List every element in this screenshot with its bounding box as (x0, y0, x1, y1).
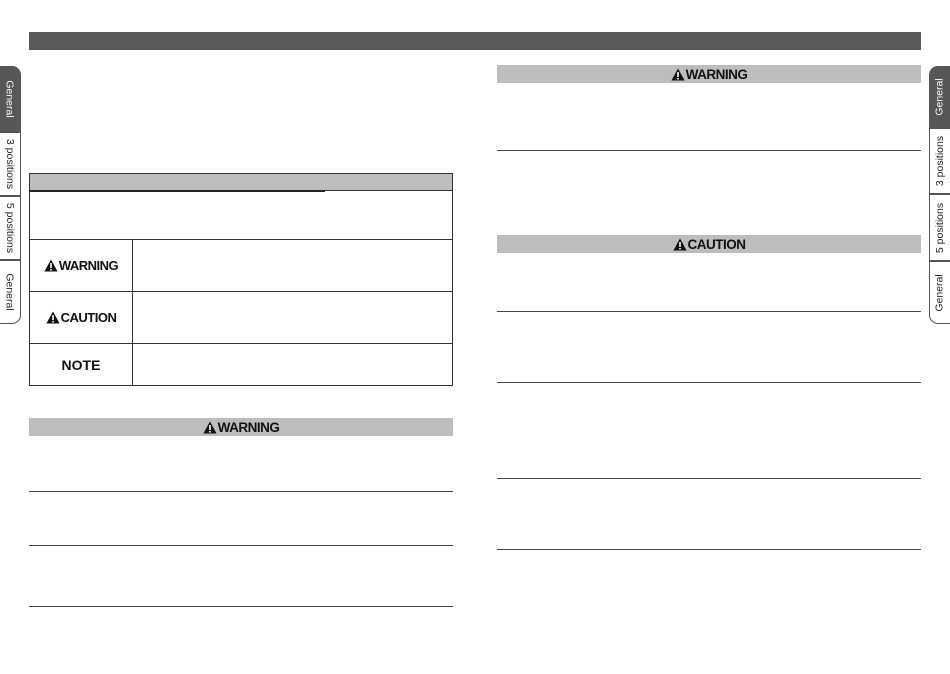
side-tab-label: 3 positions (934, 135, 947, 187)
side-tab-3-positions[interactable] (0, 132, 21, 196)
divider-rule (497, 478, 921, 479)
side-tab-label: General (934, 273, 947, 312)
side-tab-label: 3 positions (4, 138, 17, 190)
divider-rule (497, 311, 921, 312)
warning-triangle-icon (44, 259, 58, 272)
side-tab-general[interactable] (929, 261, 950, 324)
signal-word-legend-table (29, 173, 453, 386)
side-tab-label: 5 positions (4, 202, 17, 254)
side-tab-general[interactable] (0, 260, 21, 324)
right-side-tabs (929, 66, 950, 324)
side-tab-5-positions[interactable] (929, 194, 950, 261)
legend-row-note (30, 343, 452, 385)
side-tab-5-positions[interactable] (0, 196, 21, 260)
divider-rule (497, 150, 921, 151)
left-warning-header: WARNING (29, 418, 453, 436)
side-tab-label: General (934, 78, 947, 116)
warning-triangle-icon (46, 311, 60, 324)
legend-row-warning (30, 239, 452, 291)
legend-header-underline (30, 190, 325, 192)
side-tab-label: General (4, 273, 17, 311)
legend-label-note: NOTE (30, 344, 133, 385)
side-tab-general-active[interactable] (0, 66, 21, 132)
legend-label-caution: CAUTION (30, 292, 133, 343)
side-tab-label: 5 positions (934, 202, 947, 253)
warning-triangle-icon (673, 238, 687, 251)
legend-header (30, 174, 452, 191)
right-caution-header: CAUTION (497, 235, 921, 253)
side-tab-3-positions[interactable] (929, 128, 950, 194)
warning-triangle-icon (203, 421, 217, 434)
divider-rule (497, 382, 921, 383)
legend-label-warning: WARNING (30, 240, 133, 291)
divider-rule (29, 545, 453, 546)
legend-row-caution (30, 291, 452, 343)
divider-rule (29, 491, 453, 492)
top-banner-bar (29, 32, 921, 50)
side-tab-label: General (4, 80, 17, 118)
divider-rule (29, 606, 453, 607)
right-warning-header: WARNING (497, 65, 921, 83)
side-tab-general-active[interactable] (929, 66, 950, 128)
divider-rule (497, 549, 921, 550)
warning-triangle-icon (671, 68, 685, 81)
left-side-tabs (0, 66, 22, 324)
